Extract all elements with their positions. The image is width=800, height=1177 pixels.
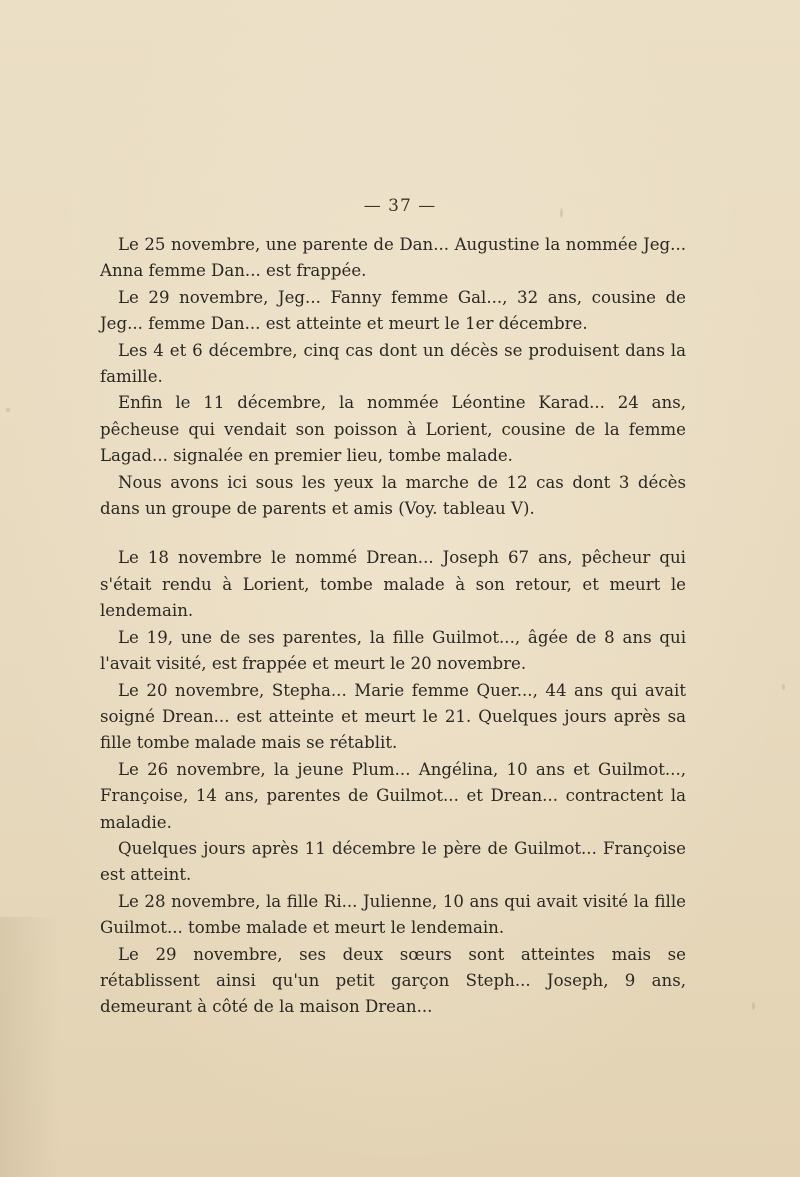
page-number: — 37 —: [363, 196, 437, 216]
paragraph: Le 29 novembre, ses deux sœurs sont atteintes mais se rétablissent ainsi qu'un petit garçon Steph... Joseph, 9 ans, demeurant à côté de la maison Drean...: [100, 944, 686, 1017]
page-edge-shadow: [0, 917, 60, 1177]
paper-speck: [752, 1002, 755, 1010]
paragraph: Le 25 novembre, une parente de Dan... Augustine la nommée Jeg... Anna femme Dan... est frappée.: [100, 235, 686, 281]
paper-speck: [6, 408, 10, 412]
paragraph: Les 4 et 6 décembre, cinq cas dont un décès se produisent dans la famille.: [100, 340, 686, 387]
paragraph: Nous avons ici sous les yeux la marche de 12 cas dont 3 décès dans un groupe de parents et amis (Voy. tableau V).: [100, 472, 686, 519]
paragraph: Le 18 novembre le nommé Drean... Joseph 67 ans, pêcheur qui s'était rendu à Lorient, tombe malade à son retour, et meurt le lendemain.: [100, 548, 686, 621]
body-text: [100, 232, 686, 1021]
paragraph: Le 29 novembre, Jeg... Fanny femme Gal..., 32 ans, cousine de Jeg... femme Dan... est atteinte et meurt le 1er décembre.: [100, 287, 686, 334]
paragraph: Le 26 novembre, la jeune Plum... Angélina, 10 ans et Guilmot..., Françoise, 14 ans, parentes de Guilmot... et Drean... contractent la maladie.: [100, 759, 686, 832]
paragraph: Le 28 novembre, la fille Ri... Julienne, 10 ans qui avait visité la fille Guilmot... tombe malade et meurt le lendemain.: [100, 891, 686, 938]
paper-speck: [782, 684, 785, 690]
paragraph: Le 19, une de ses parentes, la fille Guilmot..., âgée de 8 ans qui l'avait visité, est frappée et meurt le 20 novembre.: [100, 627, 686, 674]
paragraph: Enfin le 11 décembre, la nommée Léontine Karad... 24 ans, pêcheuse qui vendait son poisson à Lorient, cousine de la femme Lagad... signalée en premier lieu, tombe malade.: [100, 393, 686, 466]
paragraph: Quelques jours après 11 décembre le père de Guilmot... Françoise est atteint.: [100, 838, 686, 885]
paragraph: Le 20 novembre, Stepha... Marie femme Quer..., 44 ans qui avait soigné Drean... est atteinte et meurt le 21. Quelques jours après sa fille tombe malade mais se rétablit.: [100, 680, 686, 753]
